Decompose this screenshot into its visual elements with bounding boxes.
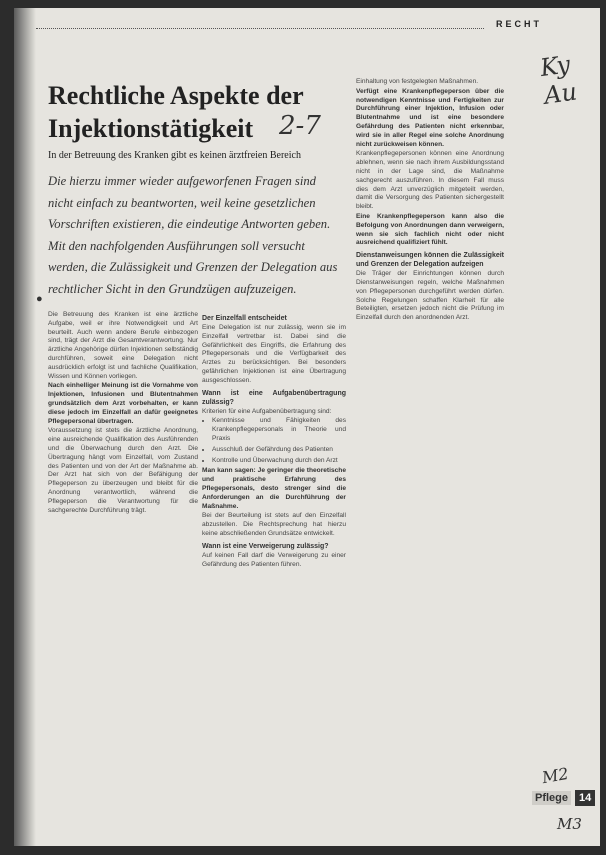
text-column-2 xyxy=(202,311,346,570)
bold-paragraph: Verfügt eine Krankenpflegeperson über die notwendigen Kenntnisse und Fertigkeiten zur Durchführung einer Injektion, Infusion oder Blutentnahme und ist eine besondere Gefährdung des Patienten nicht erkennbar, wird sie in aller Regel eine solche Anordnung nicht zurückweisen können. xyxy=(356,87,504,148)
column-heading: Wann ist eine Verweigerung zulässig? xyxy=(202,542,329,550)
header-rule xyxy=(36,28,484,29)
paragraph: Eine Delegation ist nur zulässig, wenn sie im Einzelfall vertretbar ist. Dabei sind die Gefährlichkeit des Eingriffs, die Erfahrung des Pflegepersonals und die Verfügbarkeit des Arztes zu berücksichtigen. Bei besonders gefährlichen Injektionen ist eine Übertragung ausgeschlossen. xyxy=(202,324,346,384)
document-page xyxy=(14,8,600,846)
paragraph: Auf keinen Fall darf die Verweigerung zu einer Gefährdung des Patienten führen. xyxy=(202,551,346,568)
list-item: • Kenntnisse und Fähigkeiten des Krankenpflegepersonals in Theorie und Praxis xyxy=(212,417,346,443)
paragraph: Die Träger der Einrichtungen können durch Dienstanweisungen regeln, welche Maßnahmen von Pflegepersonen durchgeführt werden dürfen. Solche Regelungen schaffen Klarheit für alle Beteiligten, ersetzen jedoch nicht die Prüfung im Einzelfall durch den anordnenden Arzt. xyxy=(356,270,504,322)
page-footer xyxy=(532,790,595,806)
criteria-list xyxy=(202,417,346,465)
handwritten-note-top: Ky Au xyxy=(538,50,579,110)
paragraph: Krankenpflegepersonen können eine Anordnung ablehnen, wenn sie nach ihrem Ausbildungsstand nicht in der Lage sind, die Maßnahme sachgerecht auszuführen. In diesem Fall muss dies dem Arzt unverzüglich mitgeteilt werden, damit die Versorgung des Patienten sichergestellt bleibt. xyxy=(356,150,504,211)
section-label: RECHT xyxy=(496,19,542,29)
paragraph: Kriterien für eine Aufgabenübertragung sind: xyxy=(202,407,332,415)
bold-paragraph: Man kann sagen: Je geringer die theoretische und praktische Erfahrung des Pflegepersonals, desto strenger sind die Anforderungen an die Durchführung der Maßnahme. xyxy=(202,467,346,510)
column-heading: Dienstanweisungen können die Zulässigkeit und Grenzen der Delegation aufzeigen xyxy=(356,252,504,269)
handwritten-note-title: 2-7 xyxy=(279,111,321,141)
paragraph: Einhaltung von festgelegten Maßnahmen. xyxy=(356,78,479,85)
paragraph: Bei der Beurteilung ist stets auf den Einzelfall abzustellen. Die Rechtsprechung hat hierzu keine abschließenden Grundsätze entwickelt. xyxy=(202,512,346,537)
text-column-3 xyxy=(356,78,504,324)
paragraph: Die Betreuung des Kranken ist eine ärztliche Aufgabe, weil er ihre Notwendigkeit und Art beurteilt. Auch wenn andere Berufe einbezogen sind, trägt der Arzt die Gesamtverantwortung. Nur ärztliche Angehörige dürfen Injektionen selbständig durchführen, soweit eine Delegation nicht ausdrücklich erfolgt ist und fachliche Qualifikation, Wissen und Können vorliegen. xyxy=(48,311,198,380)
column-heading: Der Einzelfall entscheidet xyxy=(202,315,287,322)
bold-paragraph: Eine Krankenpflegeperson kann also die Befolgung von Anordnungen dann verweigern, wenn sie sich fachlich nicht oder nicht ausreichend qualifiziert fühlt. xyxy=(356,212,504,247)
column-heading: Wann ist eine Aufgabenübertragung zulässig? xyxy=(202,389,346,406)
page-number: 14 xyxy=(575,790,595,806)
magazine-logo: Pflege xyxy=(532,791,571,805)
text-column-1 xyxy=(48,311,198,516)
handwritten-note-bottom-2: M3 xyxy=(557,815,582,833)
article-subtitle: In der Betreuung des Kranken gibt es keinen ärztfreien Bereich xyxy=(48,150,301,161)
article-intro: Die hierzu immer wieder aufgeworfenen Fragen sind nicht einfach zu beantworten, weil keine gesetzlichen Vorschriften existieren, die eindeutige Antworten geben. Mit den nachfolgenden Ausführungen soll versucht werden, die Zulässigkeit und Grenzen der Delegation aus rechtlicher Sicht in den Grundzügen aufzuzeigen. xyxy=(48,174,338,296)
article-title: Rechtliche Aspekte der Injektionstätigkeit xyxy=(48,81,304,143)
bold-paragraph: Nach einhelliger Meinung ist die Vornahme von Injektionen, Infusionen und Blutentnahmen grundsätzlich dem Arzt vorbehalten, er kann diese jedoch im Einzelfall an dafür geeignetes Pflegepersonal übertragen. xyxy=(48,382,198,425)
list-item: • Kontrolle und Überwachung durch den Arzt xyxy=(212,457,346,466)
binding-shadow xyxy=(14,8,36,846)
hole-punch-mark: ● xyxy=(36,293,43,305)
list-item: • Ausschluß der Gefährdung des Patienten xyxy=(212,446,346,455)
paragraph: Voraussetzung ist stets die ärztliche Anordnung, eine ausreichende Qualifikation des Ausführenden und die Überwachung durch den Arzt. Die Übertragung hängt vom Einzelfall, vom Zustand des Patienten und von der Art der Maßnahme ab. Der Arzt hat sich von der Befähigung der Pflegeperson zu überzeugen und bleibt für die Anordnung verantwortlich, während die Pflegeperson die Verantwortung für die sachgerechte Durchführung trägt. xyxy=(48,427,198,514)
handwritten-note-bottom-1: M2 xyxy=(540,763,571,788)
